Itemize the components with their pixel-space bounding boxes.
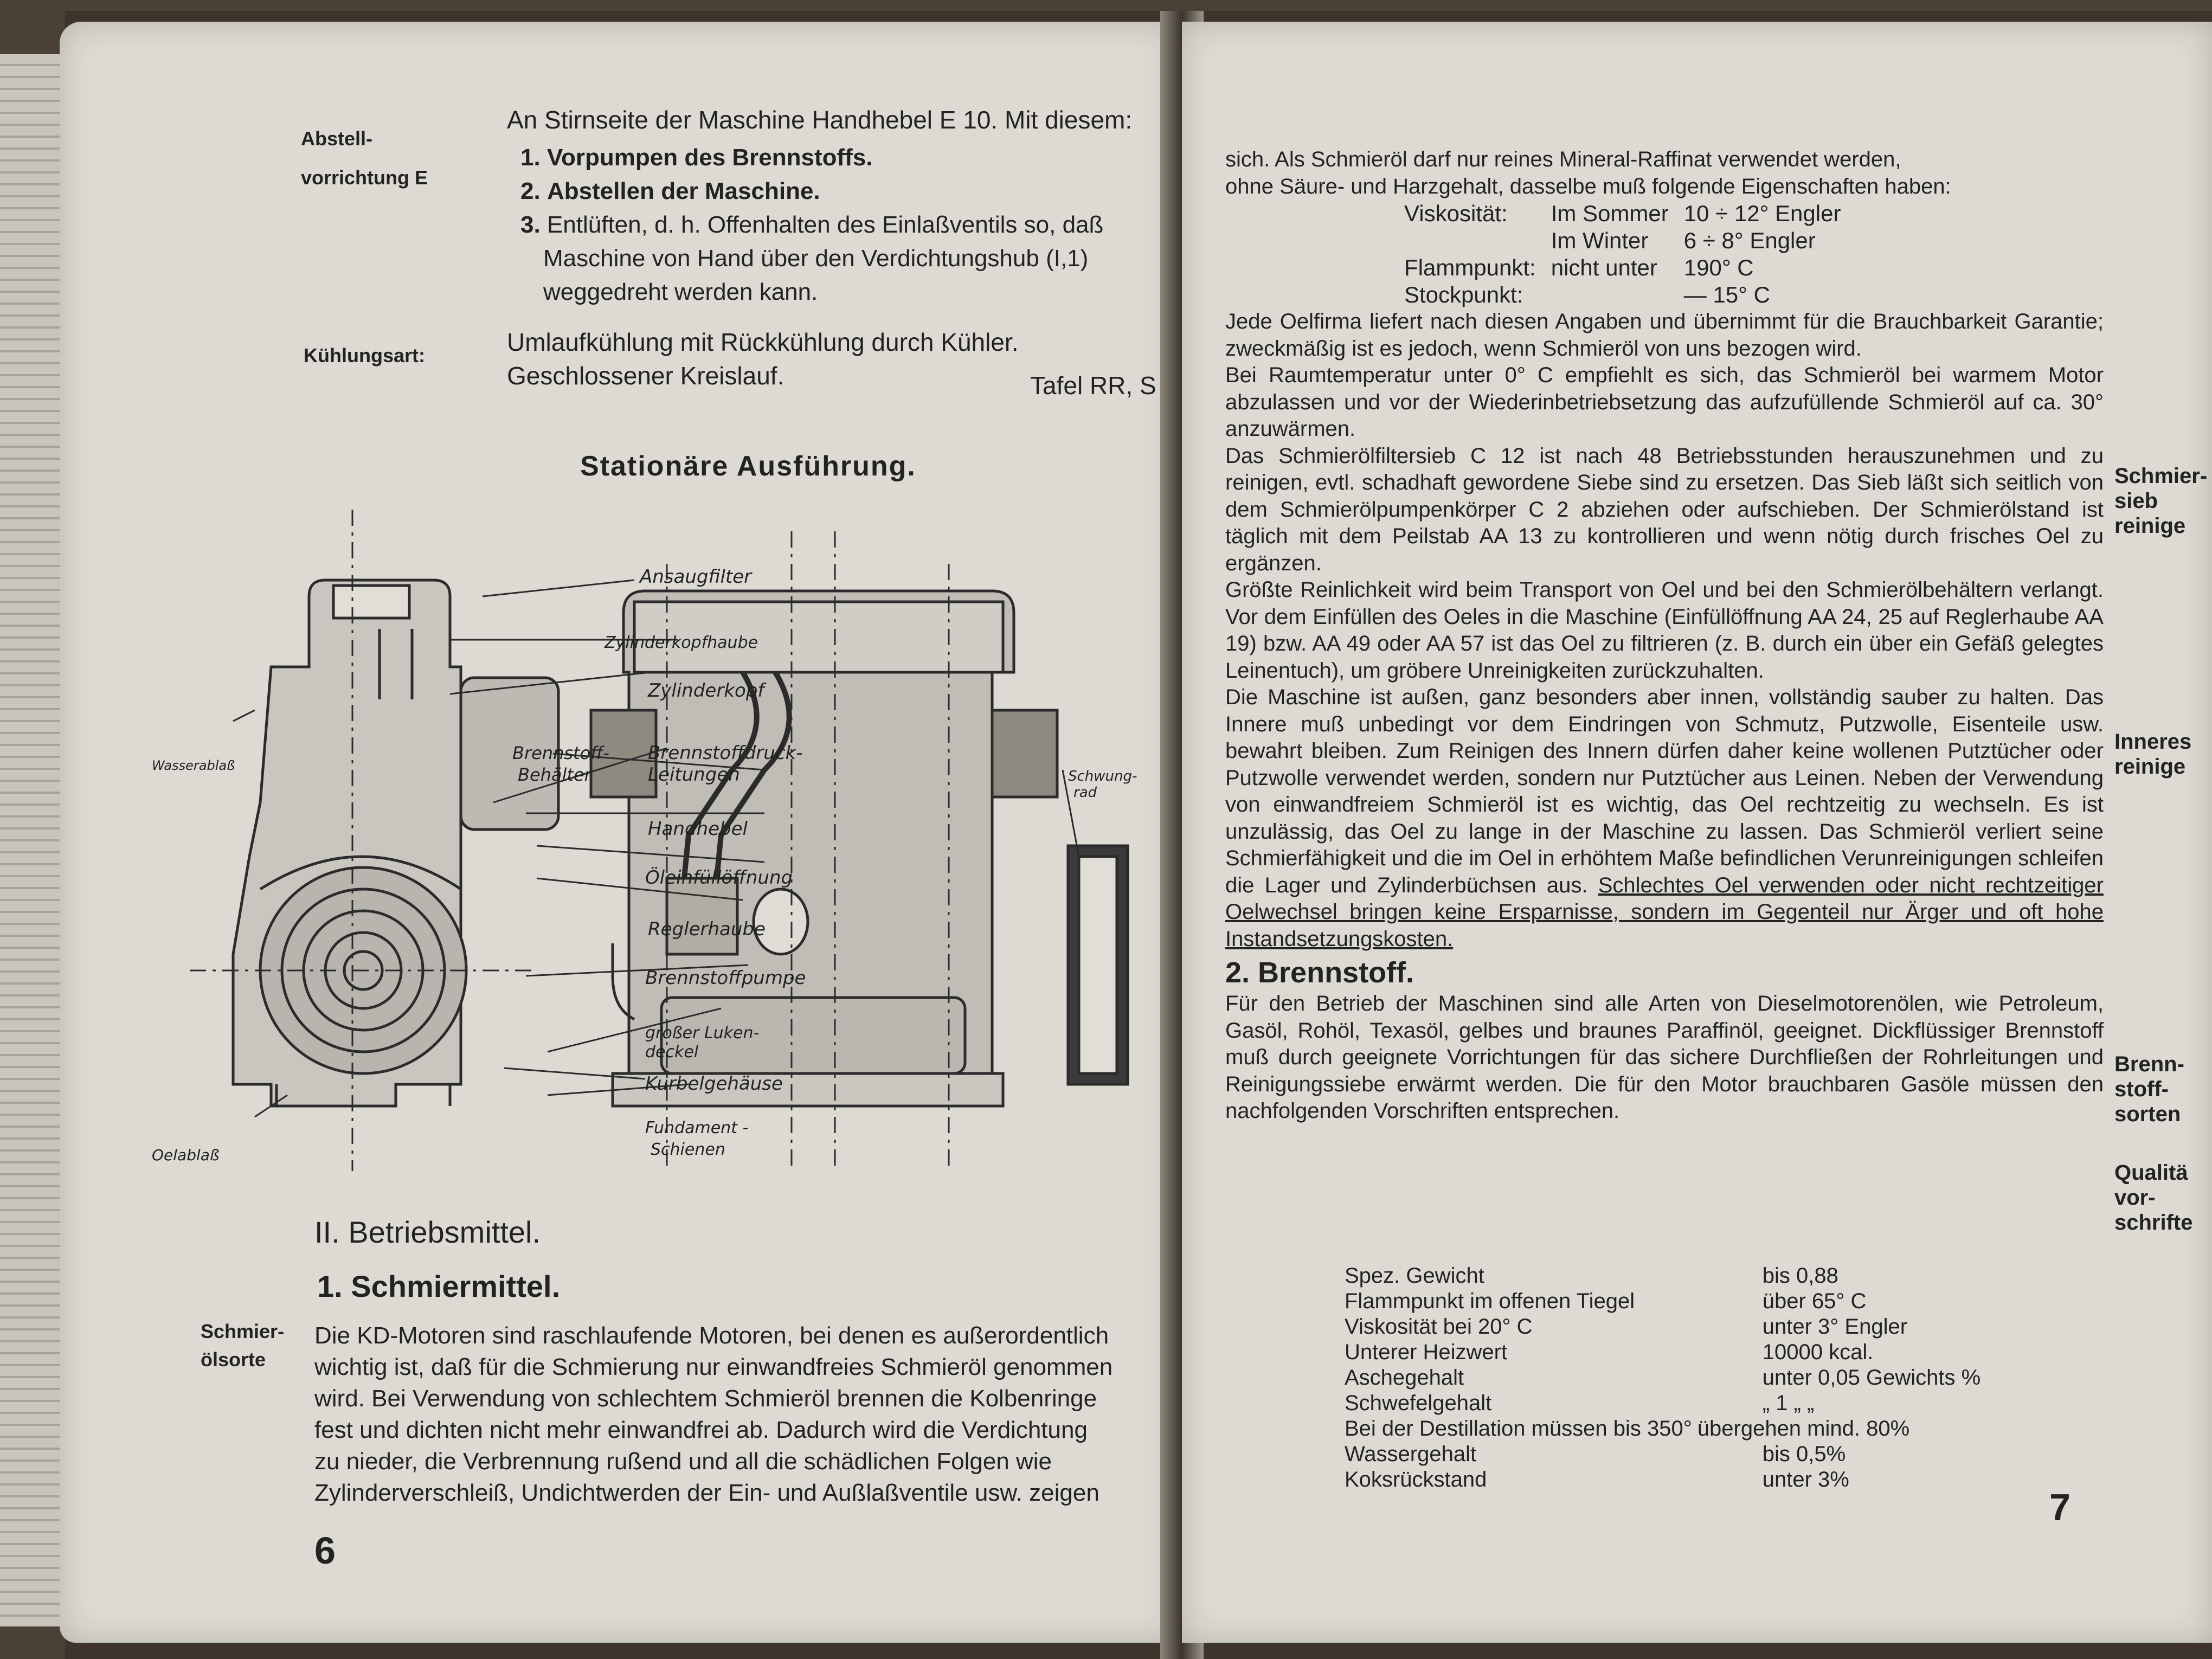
spec-name: Unterer Heizwert — [1345, 1340, 1508, 1364]
paragraph-line: Zylinderverschleiß, Undichtwerden der Ein- und Außlaßventile usw. zeigen — [314, 1480, 1099, 1506]
abstell-intro: An Stirnseite der Maschine Handhebel E 10. Mit diesem: — [507, 106, 1133, 134]
list-item-continuation: weggedreht werden kann. — [543, 279, 818, 305]
spec-val: übergehen mind. 80% — [1697, 1417, 1910, 1441]
prop-name: Stockpunkt: — [1404, 282, 1523, 307]
item-number: 3. — [520, 211, 541, 238]
spec-val: bis 0,5% — [1762, 1442, 1846, 1466]
spec-val: unter 3% — [1762, 1468, 1849, 1491]
abstell-label — [301, 119, 428, 197]
schmier-label-line: ölsorte — [201, 1348, 266, 1371]
table-row — [1345, 1263, 1980, 1289]
kuehlung-label: Kühlungsart: — [304, 344, 425, 366]
intro-line: ohne Säure- und Harzgehalt, dasselbe muß folgende Eigenschaften haben: — [1225, 174, 1951, 198]
section-1-title: 1. Schmiermittel. — [317, 1269, 561, 1303]
label-brennstoffpumpe: Brennstoffpumpe — [645, 967, 806, 989]
abstell-label-line: Abstell- — [301, 127, 373, 150]
table-row — [1404, 227, 1856, 254]
prop-val: 190° C — [1683, 255, 1754, 280]
schmier-label — [201, 1317, 284, 1374]
label-fundament-1: Fundament - — [645, 1118, 749, 1137]
item-number: 2. — [520, 178, 541, 204]
label-zylinderkopfhaube: Zylinderkopfhaube — [605, 633, 758, 652]
spec-val: unter 3° Engler — [1762, 1315, 1908, 1339]
kuehlung-line-2: Geschlossener Kreislauf. — [507, 362, 785, 390]
intro-line: sich. Als Schmieröl darf nur reines Mineral-Raffinat verwendet werden, — [1225, 147, 1901, 171]
para-raumtemp: Bei Raumtemperatur unter 0° C empfiehlt es sich, das Schmieröl bei warmem Motor abzulassen und vor der Wiederinbetriebsetzung das aufzufüllende Schmieröl auf ca. 30° anzuwärmen. — [1225, 363, 2104, 441]
margin-line: vor- — [2114, 1186, 2156, 1210]
item-text: Abstellen der Maschine. — [546, 178, 820, 204]
spec-val: über 65° C — [1762, 1289, 1867, 1313]
margin-line: schrifte — [2114, 1211, 2193, 1234]
page-number-right: 7 — [2049, 1486, 2070, 1528]
prop-name: Viskosität: — [1404, 201, 1508, 226]
list-item-continuation: Maschine von Hand über den Verdichtungshub (I,1) — [543, 245, 1089, 272]
paragraph-line: wird. Bei Verwendung von schlechtem Schmieröl brennen die Kolbenringe — [314, 1385, 1097, 1412]
table-row — [1404, 281, 1856, 308]
margin-label-brennstoffsorten — [2114, 1052, 2184, 1127]
label-lukendeckel-1: großer Luken- — [645, 1024, 760, 1043]
tafel-ref: Tafel RR, S — [1030, 371, 1156, 400]
paragraph-line: zu nieder, die Verbrennung rußend und all die schädlichen Folgen wie — [314, 1448, 1052, 1475]
table-row — [1404, 200, 1856, 227]
table-row — [1404, 254, 1856, 281]
list-item — [520, 141, 1103, 175]
left-page — [60, 22, 1176, 1643]
list-item — [520, 175, 1103, 208]
prop-cond — [1551, 281, 1684, 308]
margin-line: sieb — [2114, 489, 2158, 513]
table-row — [1345, 1467, 1980, 1493]
margin-line: Brenn- — [2114, 1052, 2184, 1076]
margin-label-qualitaet — [2114, 1160, 2193, 1235]
table-row — [1345, 1365, 1980, 1391]
abstell-list — [520, 141, 1103, 309]
spec-val: bis 0,88 — [1762, 1264, 1838, 1288]
label-reglerhaube: Reglerhaube — [648, 918, 766, 940]
margin-line: Inneres — [2114, 730, 2192, 754]
margin-line: Schmier- — [2114, 464, 2208, 488]
label-brennstoffdruck-2: Leitungen — [648, 764, 740, 786]
right-page — [1182, 22, 2212, 1643]
table-row — [1345, 1289, 1980, 1314]
label-brennstoffbehaelter-2: Behälter — [518, 764, 591, 785]
fuel-spec-table — [1345, 1263, 1980, 1493]
label-handhebel: Handhebel — [648, 818, 748, 840]
schmier-paragraph — [314, 1320, 1182, 1509]
kuehlung-line-1: Umlaufkühlung mit Rückkühlung durch Kühler. — [507, 328, 1019, 356]
label-lukendeckel-2: deckel — [645, 1043, 699, 1062]
para-oelfirma: Jede Oelfirma liefert nach diesen Angaben und übernimmt für die Brauchbarkeit Garantie; zweckmäßig ist es jedoch, wenn Schmieröl von uns bezogen wird. — [1225, 310, 2104, 361]
section-roman-title: II. Betriebsmittel. — [314, 1215, 541, 1249]
label-zylinderkopf: Zylinderkopf — [648, 680, 764, 702]
prop-name: Flammpunkt: — [1404, 255, 1536, 280]
prop-val: 10 ÷ 12° Engler — [1683, 201, 1841, 226]
label-brennstoffbehaelter-1: Brennstoff- — [512, 743, 609, 763]
prop-cond: Im Winter — [1551, 228, 1649, 253]
table-row — [1345, 1340, 1980, 1365]
label-oelablass: Oelablaß — [152, 1146, 220, 1164]
oil-properties-table — [1404, 200, 1856, 308]
spec-name: Koksrückstand — [1345, 1468, 1487, 1491]
para-filtersieb: Das Schmierölfiltersieb C 12 ist nach 48 Betriebsstunden herauszunehmen und zu reinigen, evtl. schadhaft gewordene Siebe sind zu ersetzen. Das Sieb läßt sich seitlich von dem Schmierölpumpenkörper C 2 abziehen oder aufschieben. Der Schmierölstand ist täglich mit dem Peilstab AA 13 zu kontrollieren und wenn nötig durch frisches Oel zu ergänzen. — [1225, 443, 2104, 575]
paragraph-line: Die KD-Motoren sind raschlaufende Motoren, bei denen es außerordentlich — [314, 1322, 1109, 1349]
label-ansaugfilter: Ansaugfilter — [640, 566, 752, 588]
spec-val: 10000 kcal. — [1762, 1340, 1874, 1364]
para-brennstoff: Für den Betrieb der Maschinen sind alle Arten von Dieselmotorenölen, wie Petroleum, Gasöl, Rohöl, Texasöl, gelbes und braunes Paraffinöl, geeignet. Dickflüssiger Brennstoff muß durch geeignete Vorrichtungen für das sichere Durchfließen der Rohrleitungen und Reinigungssiebe erwärmt werden. Die für den Motor brauchbaren Gasöle müssen den nachfolgenden Vorschriften entsprechen. — [1225, 992, 2104, 1123]
label-brennstoffdruck-1: Brennstoffdruck- — [648, 742, 803, 764]
spec-name: Aschegehalt — [1345, 1366, 1464, 1390]
label-kurbelgehaeuse: Kurbelgehäuse — [645, 1073, 783, 1095]
prop-name — [1404, 227, 1551, 254]
prop-val: 6 ÷ 8° Engler — [1683, 228, 1816, 253]
label-fundament-2: Schienen — [651, 1140, 725, 1159]
spec-val: unter 0,05 Gewichts % — [1762, 1366, 1981, 1390]
right-page-body — [1225, 146, 2104, 1125]
spec-name: Schwefelgehalt — [1345, 1391, 1492, 1415]
margin-label-inneres — [2114, 729, 2191, 779]
margin-line: stoff- — [2114, 1077, 2169, 1101]
para-reinlichkeit: Größte Reinlichkeit wird beim Transport von Oel und bei den Schmierölbehältern verlangt. Vor dem Einfüllen des Oeles in die Maschine (Einfüllöffnung AA 24, 25 auf Reglerhaube AA 19) bzw. AA 49 oder AA 57 ist das Oel zu filtrieren (z. B. durch ein über ein Gefäß gelegtes Leinentuch), um gröbere Unreinigkeiten zurückzuhalten. — [1225, 578, 2104, 683]
margin-line: Qualitä — [2114, 1161, 2188, 1185]
item-text: Vorpumpen des Brennstoffs. — [546, 144, 873, 171]
figure-title: Stationäre Ausführung. — [580, 451, 916, 482]
table-row — [1345, 1391, 1980, 1416]
table-row — [1345, 1442, 1980, 1467]
para-innen-text: Die Maschine ist außen, ganz besonders aber innen, vollständig sauber zu halten. Das Innere muß unbedingt vor dem Eindringen von Schmutz, Putzwolle, Eisenteile usw. bewahrt bleiben. Zum Reinigen des Innern dürfen daher keine wollenen Putztücher oder Putzwolle verwendet werden, sondern nur Putztücher aus Leinen. Neben der Verwendung von einwandfreiem Schmieröl ist es wichtig, das Oel rechtzeitig zu wechseln. Es ist unzulässig, das Oel zu lange in der Maschine zu lassen. Das Schmieröl verliert seine Schmierfähigkeit und die im Oel in erhöhtem Maße befindlichen Verunreinigungen schleifen die Lager und Zylinderbüchsen aus. — [1225, 685, 2104, 897]
label-schwungrad-2: rad — [1073, 785, 1097, 801]
spec-name: Spez. Gewicht — [1345, 1264, 1484, 1288]
list-item — [520, 208, 1103, 242]
margin-label-schmiersieb — [2114, 464, 2207, 538]
table-row — [1345, 1416, 1980, 1442]
margin-line: reinige — [2114, 514, 2186, 538]
para-innen — [1225, 684, 2104, 953]
prop-cond: Im Sommer — [1551, 201, 1669, 226]
page-number-left: 6 — [314, 1529, 336, 1572]
prop-cond: nicht unter — [1551, 255, 1657, 280]
item-text: Entlüften, d. h. Offenhalten des Einlaßventils so, daß — [546, 211, 1104, 238]
label-wasserablass: Wasserablaß — [152, 758, 235, 773]
label-oeleinfuell: Öleinfüllöffnung — [645, 867, 793, 889]
label-schwungrad-1: Schwung- — [1068, 768, 1137, 785]
abstell-label-line: vorrichtung E — [301, 166, 428, 189]
prop-val: — 15° C — [1683, 282, 1770, 307]
spec-name: Flammpunkt im offenen Tiegel — [1345, 1289, 1635, 1313]
item-number: 1. — [520, 144, 541, 171]
table-row — [1345, 1314, 1980, 1340]
spec-val: „ 1 „ „ — [1762, 1391, 1815, 1415]
margin-line: reinige — [2114, 755, 2186, 779]
engine-diagram — [152, 531, 1204, 1182]
section-2-title: 2. Brennstoff. — [1225, 956, 1414, 989]
spec-name: Bei der Destillation müssen bis 350° — [1345, 1417, 1692, 1441]
paragraph-line: fest und dichten nicht mehr einwandfrei ab. Dadurch wird die Verdichtung — [314, 1417, 1088, 1443]
para-innen-underlined: Schlechtes Oel verwenden oder nicht rechtzeitiger Oelwechsel bringen keine Ersparnisse, sondern im Gegenteil nur Ärger und oft hohe Instandsetzungskosten. — [1225, 873, 2104, 951]
schmier-label-line: Schmier- — [201, 1320, 285, 1342]
spec-name: Viskosität bei 20° C — [1345, 1315, 1533, 1339]
margin-line: sorten — [2114, 1102, 2181, 1126]
paragraph-line: wichtig ist, daß für die Schmierung nur einwandfreies Schmieröl genommen — [314, 1354, 1113, 1380]
spec-name: Wassergehalt — [1345, 1442, 1477, 1466]
